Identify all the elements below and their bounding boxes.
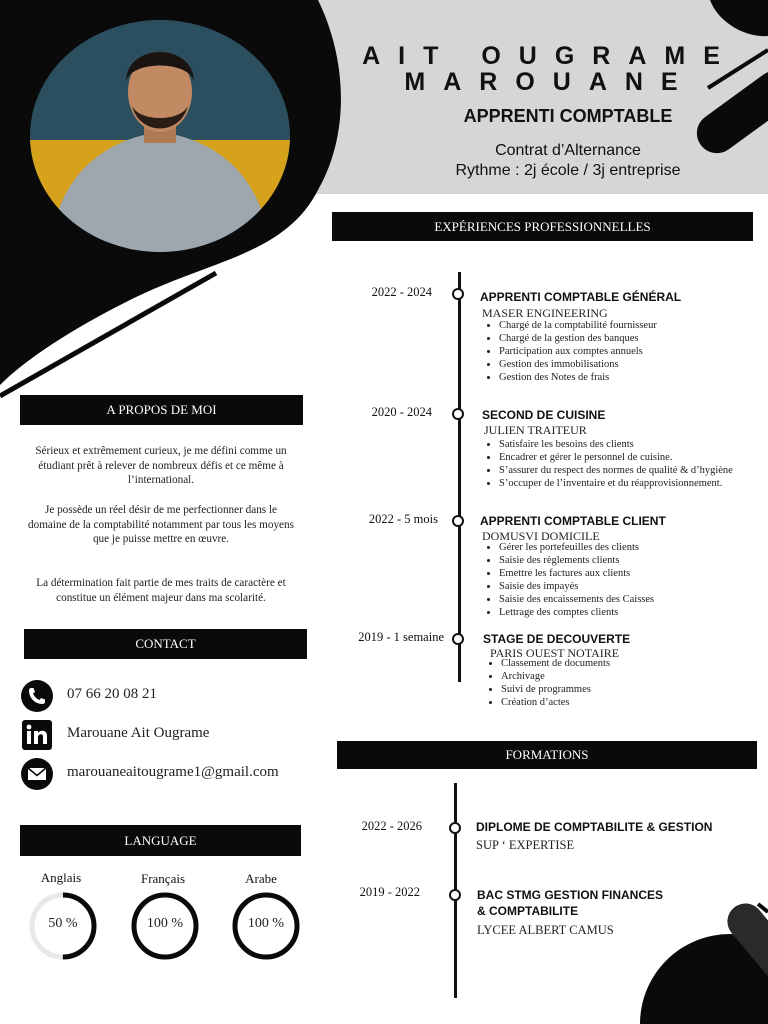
experience-date: 2020 - 2024 xyxy=(371,405,432,419)
list-item: • Emettre les factures aux clients xyxy=(499,568,654,581)
contract-type: Contrat d’Alternance xyxy=(495,142,641,159)
list-item: • Lettrage des comptes clients xyxy=(499,607,654,620)
list-item: • Saisie des impayés xyxy=(499,581,654,594)
name-second-line: MAROUANE xyxy=(404,68,696,96)
about-title-bar: A PROPOS DE MOI xyxy=(20,395,303,425)
experience-company: PARIS OUEST NOTAIRE xyxy=(490,646,620,660)
list-item: • Gérer les portefeuilles des clients xyxy=(499,542,654,555)
timeline-dot xyxy=(452,515,464,527)
timeline-dot xyxy=(449,822,461,834)
timeline-dot xyxy=(452,633,464,645)
list-item: • Participation aux comptes annuels xyxy=(499,346,657,359)
list-item: • S’occuper de l’inventaire et du réapprovisionnement. xyxy=(499,478,733,491)
about-paragraph-1: Sérieux et extrêmement curieux, je me défini comme un étudiant prêt à relever de nombreux défis et ce même à l’international. xyxy=(35,445,287,486)
experience-task-list xyxy=(481,439,733,491)
experience-company: JULIEN TRAITEUR xyxy=(484,423,587,437)
language-name-arabic: Arabe xyxy=(245,871,277,886)
experience-title: SECOND DE CUISINE xyxy=(482,408,606,422)
about-paragraph-2: Je possède un réel désir de me perfectionner dans le domaine de la comptabilité notamment par tous les moyens que je puisse mettre en œuvre. xyxy=(28,504,294,545)
profile-photo xyxy=(30,20,290,252)
formation-date: 2019 - 2022 xyxy=(359,885,420,899)
list-item: • S’assurer du respect des normes de qualité & d’hygiène xyxy=(499,465,733,478)
timeline-dot xyxy=(452,408,464,420)
formation-title-line-1: BAC STMG GESTION FINANCES xyxy=(477,888,664,902)
list-item: • Création d’actes xyxy=(501,697,610,710)
language-level-french: 100 % xyxy=(146,916,184,931)
experience-date: 2019 - 1 semaine xyxy=(358,630,444,644)
experience-company: MASER ENGINEERING xyxy=(482,306,608,320)
language-level-english: 50 % xyxy=(48,916,78,931)
formation-school: SUP ‘ EXPERTISE xyxy=(476,838,575,852)
list-item: • Chargé de la gestion des banques xyxy=(499,333,657,346)
list-item: • Chargé de la comptabilité fournisseur xyxy=(499,320,657,333)
experience-title-bar: EXPÉRIENCES PROFESSIONNELLES xyxy=(332,212,753,241)
list-item: • Classement de documents xyxy=(501,658,610,671)
experience-task-list xyxy=(481,320,657,385)
timeline-dot xyxy=(452,288,464,300)
experience-timeline-line xyxy=(458,272,461,682)
job-role: APPRENTI COMPTABLE xyxy=(463,106,673,126)
list-item: • Gestion des immobilisations xyxy=(499,359,657,372)
contact-phone[interactable]: 07 66 20 08 21 xyxy=(67,686,157,702)
contact-email[interactable]: marouaneaitougrame1@gmail.com xyxy=(67,764,279,780)
experience-date: 2022 - 5 mois xyxy=(368,512,438,526)
formation-title: DIPLOME DE COMPTABILITE & GESTION xyxy=(476,820,713,834)
list-item: • Gestion des Notes de frais xyxy=(499,372,657,385)
name-first-line: AIT OUGRAME xyxy=(362,42,738,70)
envelope-icon xyxy=(20,757,54,791)
experience-task-list xyxy=(483,658,610,710)
contact-linkedin[interactable]: Marouane Ait Ougrame xyxy=(67,725,210,741)
experience-company: DOMUSVI DOMICILE xyxy=(482,529,600,543)
language-level-arabic: 100 % xyxy=(247,916,285,931)
phone-icon xyxy=(20,679,54,713)
about-paragraph-3: La détermination fait partie de mes traits de caractère et constitue un élément majeur dans ma scolarité. xyxy=(36,577,286,604)
formation-date: 2022 - 2026 xyxy=(361,819,422,833)
list-item: • Archivage xyxy=(501,671,610,684)
formation-title-line-2: & COMPTABILITE xyxy=(477,904,579,918)
experience-date: 2022 - 2024 xyxy=(371,285,432,299)
linkedin-icon xyxy=(20,718,54,752)
language-title-bar: LANGUAGE xyxy=(20,825,301,856)
experience-title: STAGE DE DECOUVERTE xyxy=(483,632,631,646)
formation-school: LYCEE ALBERT CAMUS xyxy=(477,923,614,937)
list-item: • Saisie des encaissements des Caisses xyxy=(499,594,654,607)
language-name-french: Français xyxy=(140,871,186,886)
list-item: • Saisie des règlements clients xyxy=(499,555,654,568)
contact-title-bar: CONTACT xyxy=(24,629,307,659)
list-item: • Suivi de programmes xyxy=(501,684,610,697)
language-name-english: Anglais xyxy=(40,870,82,885)
list-item: • Encadrer et gérer le personnel de cuisine. xyxy=(499,452,733,465)
work-rhythm: Rythme : 2j école / 3j entreprise xyxy=(455,162,681,179)
formations-title-bar: FORMATIONS xyxy=(337,741,757,769)
timeline-dot xyxy=(449,889,461,901)
experience-task-list xyxy=(481,542,654,619)
experience-title: APPRENTI COMPTABLE GÉNÉRAL xyxy=(480,290,682,304)
list-item: • Satisfaire les besoins des clients xyxy=(499,439,733,452)
experience-title: APPRENTI COMPTABLE CLIENT xyxy=(480,514,666,528)
